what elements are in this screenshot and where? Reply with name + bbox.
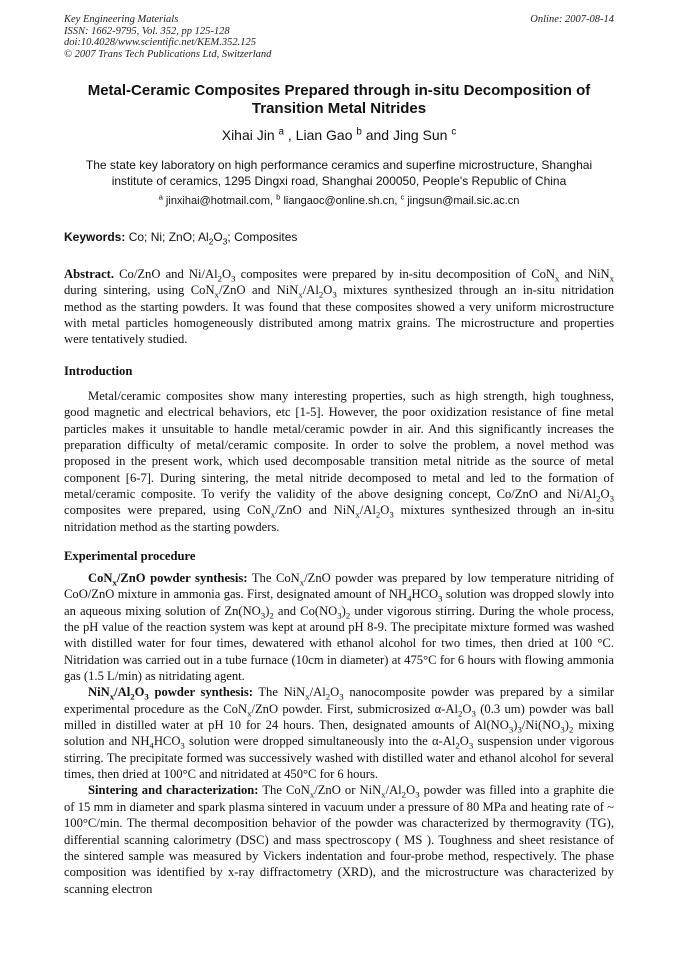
text: during sintering, using CoN [64,283,215,298]
text: Metal/ceramic composites show many interesting properties, such as high strength, high toughness, good magnetic and electrical behaviors, etc [1-5]. However, the poor oxidization resistance of fine metal particles makes it unsuitable to handle metal/ceramic powder in air. And this significantly increases the preparation difficulty of metal/ceramic composite. In order to solve the problem, a novel method was proposed in the present work, which used decomposable transition metal nitride as the source of metal component [6-7]. During sintering, the metal nitride decomposed to metal and led to the formation of metal/ceramic composite. To verify the validity of the above designing concept, Co/ZnO and Ni/Al [64,389,614,502]
email-mark: c [400,192,405,202]
author-separator: and [361,127,393,143]
subscript: x [270,509,276,520]
text: and NiN [559,267,610,281]
text: /Al [114,685,131,700]
subscript: 3 [337,610,342,621]
text: The CoN [247,571,300,585]
keywords-label: Keywords: [64,230,126,244]
subscript: 3 [609,493,614,504]
subscript: 3 [260,610,266,621]
subscript: 3 [332,289,337,300]
text: /ZnO and NiN [218,283,299,298]
experimental-heading: Experimental procedure [64,549,196,563]
text: /Al [359,503,376,518]
subscript: x [355,509,360,520]
text: mixing solution and NH [64,718,615,749]
copyright-line: © 2007 Trans Tech Publications Ltd, Switzerland [64,48,272,60]
online-date: Online: 2007-08-14 [530,14,614,25]
subscript: x [298,289,303,300]
text: composites were prepared, using CoN [64,503,271,518]
text: ) [265,603,270,618]
text: (0.3 um) powder was ball milled in distilled water at pH 10 for 24 hours. Then, designated amounts of Al(NO [64,701,614,733]
subscript: x [305,691,310,702]
subscript: x [555,273,560,284]
text: O [222,267,232,281]
text: ) [513,718,518,733]
subscript: 3 [517,724,522,735]
author-name: Jing Sun [392,127,448,143]
text: /Al [385,783,402,798]
abstract-paragraph [64,266,614,348]
journal-name: Key Engineering Materials [64,14,179,25]
email-address: liangaoc@online.sh.cn, [280,195,401,207]
text: ) [564,718,569,733]
body-paragraph [64,782,614,896]
email-list [64,192,614,207]
subscript: 3 [180,740,185,751]
text: O [330,685,340,700]
text: composites were prepared by in-situ decomposition of CoN [235,267,556,281]
body-paragraph [64,684,614,782]
text: solution was dropped slowly into an aqueous mixing solution of Zn(NO [64,587,614,618]
text: powder synthesis: [148,685,253,700]
subscript: 2 [130,691,135,702]
text: solution were dropped simultaneously into the α-Al [184,734,456,749]
text: The NiN [252,685,306,700]
text: CoN [88,571,113,585]
author-separator: , [284,127,296,143]
abstract [64,266,614,348]
subscript: 2 [455,740,460,751]
keywords-text: Co; Ni; ZnO; Al [125,230,209,244]
subscript: 2 [318,289,324,300]
subscript: 3 [560,724,565,735]
text: O [406,783,416,798]
text: /Ni(NO [521,718,561,733]
subscript: 3 [231,273,236,284]
text: ) [341,603,346,618]
affiliation: The state key laboratory on high performance ceramics and superfine microstructure, Shanghai institute of ceramics, 1295 Dingxi road, Shanghai 200050, People's Republic of China [85,158,593,188]
text: mixtures synthesized through an in-situ nitridation method as the starting powders. It was found that these composites showed a very uniform microstructure with metal particles homogeneously distributed among matrix grains. The microstructure and properties were tentatively studied. [64,283,614,347]
paragraph-lead [88,571,248,588]
subscript: 2 [345,610,351,621]
keywords-text: ; Composites [227,230,298,244]
text: O [380,503,390,518]
paper-title: Metal-Ceramic Composites Prepared through in-situ Decomposition of Transition Metal Nitrides [87,82,591,117]
doi-line: doi:10.4028/www.scientific.net/KEM.352.125 [64,37,256,48]
subscript: 2 [596,493,601,504]
subscript: 4 [149,740,154,751]
email-mark: a [158,192,163,202]
subscript: 2 [569,724,574,735]
text: The CoN [258,783,310,798]
subscript: 2 [269,610,274,621]
introduction-body [64,388,614,535]
text: and Co(NO [273,603,338,618]
text: /ZnO powder was prepared by low temperature nitriding of CoO/ZnO mixture in ammonia gas. First, designated amount of NH [64,571,614,602]
author-list [64,127,614,143]
text: /ZnO or NiN [314,783,382,798]
text: powder was filled into a graphite die of 15 mm in diameter and spark plasma sintered in vacuum under a pressure of 80 MPa and heating rate of ~ 100°C/min. The thermal decomposition behavior of the powder was characterized by thermogravity (TG), differential scanning calorimetry (DSC) and mass spectroscopy ( MS ). Toughness and sheet resistance of the sintered sample was measured by Vickers indentation and four-probe method, respectively. The phase composition was identified by x-ray diffractometry (XRD), and the microstructure was characterized by scanning electron [64,783,614,896]
body-paragraph [64,570,614,684]
text: Co/ZnO and Ni/Al [114,267,218,281]
author-affil-mark: c [451,126,457,138]
subscript: 3 [471,708,476,719]
subscript: 2 [325,691,331,702]
email-address: jingsun@mail.sic.ac.cn [404,195,520,207]
subscript: x [309,789,315,800]
keywords [64,230,298,247]
subscript: 2 [457,708,463,719]
introduction-heading: Introduction [64,364,133,378]
abstract-label: Abstract. [64,267,115,281]
subscript: x [247,708,252,719]
text: NiN [88,685,110,700]
body-paragraph [64,388,614,535]
email-address: jinxihai@hotmail.com, [162,195,277,207]
email-mark: b [276,192,281,202]
text: /Al [309,685,326,700]
subscript: 3 [468,740,474,751]
text: O [459,734,469,749]
text: nanocomposite powder was prepared by a similar experimental procedure as the CoN [64,685,614,716]
subscript: 2 [375,509,381,520]
subscript: 3 [389,509,394,520]
text: O [323,283,333,298]
text: /ZnO and NiN [275,503,356,518]
subscript: 4 [407,593,412,604]
text: /ZnO powder synthesis: [116,571,248,585]
subscript: x [299,577,305,588]
text: HCO [411,587,439,602]
subscript: 3 [339,691,344,702]
subscript: 2 [217,273,222,284]
author-name: Xihai Jin [221,127,275,143]
text: /ZnO powder. First, submicrosized α-Al [251,701,458,716]
subscript: x [112,577,117,588]
paragraph-lead: Sintering and characterization: [88,783,259,798]
text: /Al [302,283,319,298]
experimental-body [64,570,614,897]
subscript: 3 [438,593,443,604]
subscript: 3 [415,789,420,800]
subscript: 3 [508,724,514,735]
subscript: 3 [222,236,228,247]
subscript: x [214,289,219,300]
paragraph-lead [88,685,253,702]
author-name: Lian Gao [295,127,353,143]
author-affil-mark: a [278,126,284,138]
subscript: x [381,789,386,800]
text: mixtures synthesized through an in-situ nitridation method as the starting powders. [64,503,614,534]
text: HCO [153,734,181,749]
text: O [600,487,610,502]
keywords-text: O [213,230,223,244]
text: O [462,701,472,716]
subscript: x [109,691,115,702]
subscript: x [609,273,614,284]
text: O [134,685,145,700]
subscript: 2 [208,236,214,247]
text: suspension under vigorous stirring. The precipitate formed was successively washed with distilled water and ethanol alcohol for several times, then dried at 100°C and nitridated at 450°C for 6 hours. [64,734,614,782]
author-affil-mark: b [356,126,362,138]
issn-line: ISSN: 1662-9795, Vol. 352, pp 125-128 [64,25,230,37]
text: under vigorous stirring. During the whole process, the pH value of the reaction system was kept at around pH 8-9. The precipitate mixture formed was washed with distilled water for four times, dewatered with ethanol alcohol for two times, then dried at 100 °C. Nitridation was carried out in a tube furnace (10cm in diameter) at 475°C for 6 hours with flowing ammonia gas (1.5 L/min) as nitridating agent. [64,603,615,684]
subscript: 3 [144,691,149,702]
subscript: 2 [401,789,407,800]
journal-header [64,14,271,60]
